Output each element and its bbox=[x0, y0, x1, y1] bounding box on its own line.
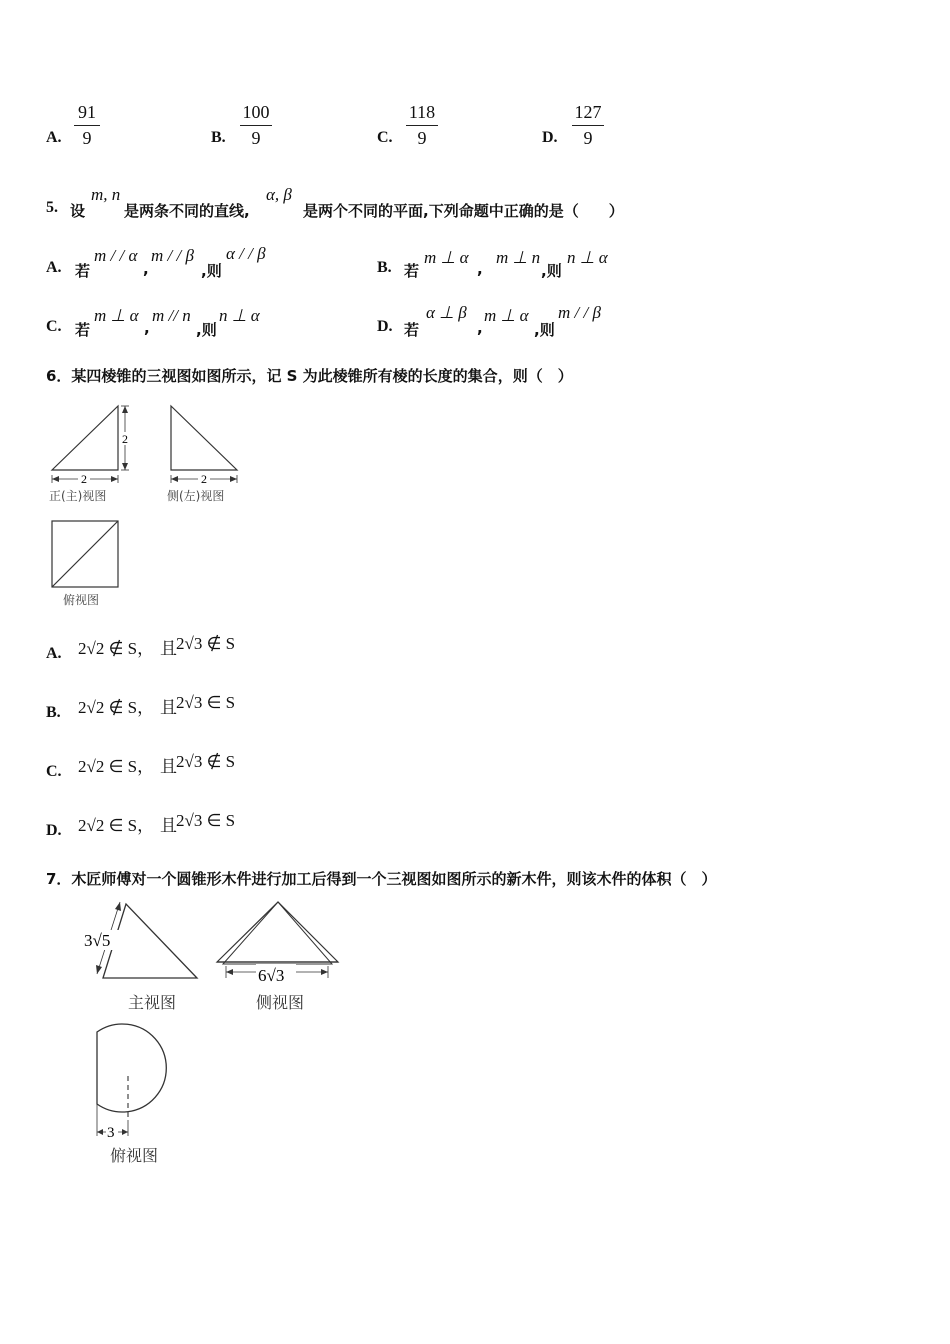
question-text: 设 bbox=[70, 202, 86, 220]
option-label: D. bbox=[542, 129, 558, 146]
math-expr: n ⊥ α bbox=[219, 306, 260, 325]
math-expr: m ⊥ α bbox=[94, 306, 139, 325]
option-text: , bbox=[477, 319, 483, 337]
dim-cut-label: 3 bbox=[107, 1125, 115, 1141]
option-label: A. bbox=[46, 259, 62, 276]
option-text: 若 bbox=[404, 262, 420, 280]
fraction bbox=[572, 102, 604, 149]
fraction-numerator: 91 bbox=[78, 102, 96, 122]
option-label: A. bbox=[46, 129, 62, 146]
fraction-bar bbox=[240, 125, 272, 126]
question-number: 5. bbox=[46, 199, 58, 216]
math-expr: m ⊥ α bbox=[484, 306, 529, 325]
fraction bbox=[406, 102, 438, 149]
option-text: 且 bbox=[160, 698, 177, 717]
option-text: 且 bbox=[160, 639, 177, 658]
option-label: D. bbox=[46, 822, 62, 839]
option-label: C. bbox=[46, 763, 62, 780]
fraction-denominator: 9 bbox=[583, 128, 593, 148]
question-text: 是两个不同的平面,下列命题中正确的是（ ） bbox=[303, 202, 624, 220]
front-view bbox=[52, 406, 130, 486]
math-expr: 2√2 ∈ S， bbox=[78, 757, 155, 776]
math-expr: α / / β bbox=[226, 244, 266, 263]
side-view-caption: 侧(左)视图 bbox=[167, 489, 225, 503]
option-text: 且 bbox=[160, 816, 177, 835]
front-view bbox=[82, 902, 197, 978]
math-expr: m / / α bbox=[94, 246, 138, 265]
side-view-caption: 侧视图 bbox=[256, 993, 305, 1012]
front-view-caption: 主视图 bbox=[128, 993, 177, 1012]
math-expr: 2√2 ∉ S， bbox=[78, 639, 155, 658]
math-expr: m, n bbox=[91, 185, 121, 204]
dim-side-width-label: 2 bbox=[201, 472, 207, 486]
top-view bbox=[52, 521, 118, 587]
math-expr: m ⊥ n bbox=[496, 248, 541, 267]
question-text: 是两条不同的直线, bbox=[124, 202, 250, 220]
dim-width-label: 6√3 bbox=[258, 966, 285, 985]
math-expr: m ⊥ α bbox=[424, 248, 469, 267]
fraction-bar bbox=[572, 125, 604, 126]
front-view-caption: 正(主)视图 bbox=[49, 489, 107, 503]
fraction-denominator: 9 bbox=[251, 128, 261, 148]
fraction-denominator: 9 bbox=[417, 128, 427, 148]
option-text: 且 bbox=[160, 757, 177, 776]
option-text: ,则 bbox=[201, 262, 222, 280]
side-view bbox=[171, 406, 237, 486]
math-expr: 2√2 ∈ S， bbox=[78, 816, 155, 835]
fraction-bar bbox=[74, 125, 100, 126]
math-expr: n ⊥ α bbox=[567, 248, 608, 267]
option-label: C. bbox=[377, 129, 393, 146]
fraction-bar bbox=[406, 125, 438, 126]
question-text: 7．木匠师傅对一个圆锥形木件进行加工后得到一个三视图如图所示的新木件，则该木件的体积（ ） bbox=[46, 870, 717, 888]
math-expr: 2√3 ∉ S bbox=[176, 752, 236, 771]
top-view-caption: 俯视图 bbox=[63, 593, 100, 607]
math-expr: 2√3 ∈ S bbox=[176, 693, 236, 712]
side-view bbox=[217, 902, 338, 985]
math-expr: 2√3 ∉ S bbox=[176, 634, 236, 653]
math-expr: α, β bbox=[266, 185, 292, 204]
fraction-numerator: 100 bbox=[242, 102, 270, 122]
option-text: , bbox=[144, 319, 150, 337]
option-text: ,则 bbox=[196, 321, 217, 339]
math-expr: m / / β bbox=[558, 303, 601, 322]
dim-height-label: 2 bbox=[122, 432, 128, 446]
fraction bbox=[240, 102, 272, 149]
question-text: 6．某四棱锥的三视图如图所示，记 S 为此棱锥所有棱的长度的集合，则（ ） bbox=[46, 367, 573, 385]
option-label: C. bbox=[46, 318, 62, 335]
top-view-caption: 俯视图 bbox=[110, 1146, 159, 1165]
fraction-numerator: 127 bbox=[574, 102, 602, 122]
option-text: 若 bbox=[404, 321, 420, 339]
math-expr: 2√2 ∉ S， bbox=[78, 698, 155, 717]
fraction-denominator: 9 bbox=[82, 128, 92, 148]
option-label: A. bbox=[46, 645, 62, 662]
top-view bbox=[97, 1024, 166, 1141]
option-label: D. bbox=[377, 318, 393, 335]
option-label: B. bbox=[377, 259, 392, 276]
math-expr: 2√3 ∈ S bbox=[176, 811, 236, 830]
option-text: ,则 bbox=[534, 321, 555, 339]
option-text: , bbox=[143, 260, 149, 278]
math-expr: m / / β bbox=[151, 246, 194, 265]
dim-front-width-label: 2 bbox=[81, 472, 87, 486]
math-expr: m // n bbox=[152, 306, 191, 325]
math-expr: α ⊥ β bbox=[426, 303, 467, 322]
option-text: , bbox=[477, 260, 483, 278]
option-label: B. bbox=[211, 129, 226, 146]
option-label: B. bbox=[46, 704, 61, 721]
fraction-numerator: 118 bbox=[408, 102, 436, 122]
option-text: 若 bbox=[75, 262, 91, 280]
dim-slant-label: 3√5 bbox=[84, 931, 111, 950]
fraction bbox=[74, 102, 100, 149]
three-view-figure bbox=[76, 898, 346, 1170]
three-view-figure bbox=[44, 400, 254, 612]
option-text: ,则 bbox=[541, 262, 562, 280]
option-text: 若 bbox=[75, 321, 91, 339]
